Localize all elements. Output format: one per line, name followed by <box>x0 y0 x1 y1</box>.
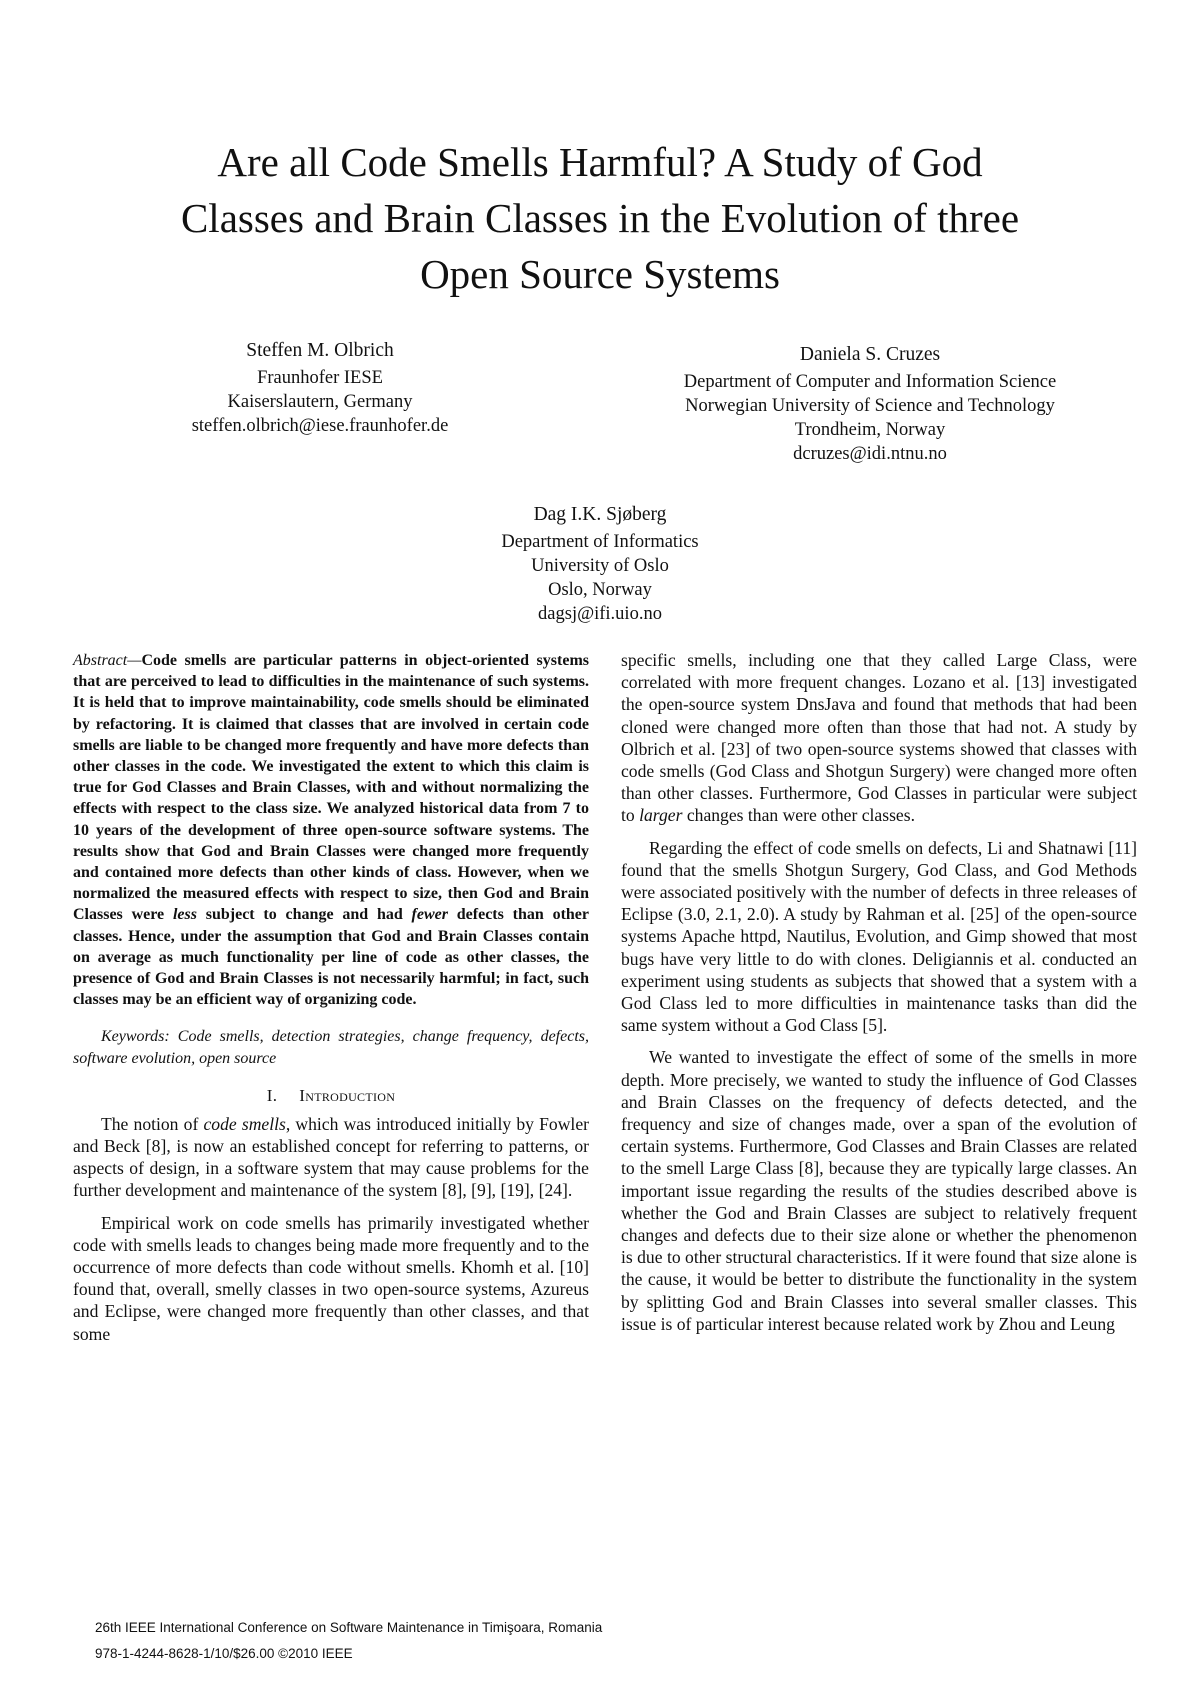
author-affiliation-line: Kaiserslautern, Germany <box>227 392 413 412</box>
abstract-text: defects than other classes. Hence, under the assumption that God and Brain Classes contain on average as much functionality per line of code as other classes, the presence of God and Brain Classes is not necessarily harmful; in fact, such classes may be an efficient way of organizing code. <box>73 906 589 1009</box>
title-line-3: Open Source Systems <box>420 251 780 297</box>
page-footer <box>95 1615 602 1667</box>
abstract-text: Code smells are particular patterns in object-oriented systems that are perceived to lead to difficulties in the maintenance of such systems. It is held that to improve maintainability, code smells should be eliminated by refactoring. It is claimed that classes that are involved in certain code smells are liable to be changed more frequently and have more defects than other classes in the code. We investigated the extent to which this claim is true for God Classes and Brain Classes, with and without normalizing the effects with respect to the class size. We analyzed historical data from 7 to 10 years of the development of three open-source software systems. The results show that God and Brain Classes were changed more frequently and contained more defects than other kinds of class. However, when we normalized the measured effects with respect to size, then God and Brain Classes were <box>73 652 589 924</box>
paragraph-emphasis: larger <box>639 805 683 826</box>
body-paragraph: We wanted to investigate the effect of some of the smells in more depth. More precisely, we wanted to study the influence of God Classes and Brain Classes on the frequency of defects detected, and the frequency and size of changes made, over a span of the evolution of certain systems. Furthermore, God Classes and Brain Classes are related to the smell Large Class [8], because they are typically large classes. An important issue regarding the results of the studies described above is whether the God and Brain Classes are subject to relatively frequent changes and defects due to their size alone or whether the phenomenon is due to other structural characteristics. If it were found that size alone is the cause, it would be better to distribute the functionality in the system by splitting God and Brain Classes into several smaller classes. This issue is of particular interest because related work by Zhou and Leung <box>621 1047 1137 1334</box>
author-affiliation-line: Fraunhofer IESE <box>257 368 383 388</box>
intro-paragraph: Empirical work on code smells has primarily investigated whether code with smells leads to changes being made more frequently and to the occurrence of more defects than code without smells. Khomh et al. [10] found that, overall, smelly classes in two open-source systems, Azureus and Eclipse, were changed more frequently than other classes, and that some <box>73 1212 589 1344</box>
author-affiliation-line: University of Oslo <box>531 556 669 576</box>
section-number: I. <box>266 1085 278 1105</box>
author-block-sjoberg <box>440 500 760 626</box>
paragraph-text: The notion of <box>101 1113 204 1134</box>
keywords-label: Keywords: <box>101 1028 170 1046</box>
left-column <box>73 650 589 1355</box>
title-line-1: Are all Code Smells Harmful? A Study of God <box>217 139 983 185</box>
author-block-cruzes <box>650 340 1090 466</box>
abstract-emphasis: less <box>172 906 197 924</box>
section-heading-introduction <box>73 1085 589 1107</box>
body-paragraph <box>621 649 1137 827</box>
author-affiliation-line: Oslo, Norway <box>548 580 652 600</box>
keywords <box>73 1026 589 1068</box>
author-affiliation-line: Department of Computer and Information Science <box>683 372 1057 392</box>
paragraph-text: specific smells, including one that they called Large Class, were correlated with more frequent changes. Lozano et al. [13] investigated the open-source system DnsJava and found that methods that had been cloned were changed more often than those that had not. A study by Olbrich et al. [23] of two open-source systems showed that classes with code smells (God Class and Shotgun Surgery) were changed more often than other classes. Furthermore, God Classes in particular were subject to <box>621 650 1137 826</box>
section-title-initial: I <box>299 1085 306 1105</box>
right-column <box>621 649 1137 1345</box>
conference-line: 26th IEEE International Conference on Software Maintenance in Timişoara, Romania <box>95 1620 603 1635</box>
author-email: steffen.olbrich@iese.fraunhofer.de <box>191 416 449 436</box>
abstract-text: subject to change and had <box>196 906 412 924</box>
paragraph-text: changes than were other classes. <box>682 805 915 826</box>
author-affiliation-line: Trondheim, Norway <box>794 420 946 440</box>
author-affiliation-line: Norwegian University of Science and Technology <box>685 396 1055 416</box>
title-line-2: Classes and Brain Classes in the Evolution of three <box>180 195 1020 241</box>
body-paragraph: Regarding the effect of code smells on defects, Li and Shatnawi [11] found that the smells Shotgun Surgery, God Class, and God Methods were associated positively with the number of defects in three releases of Eclipse (3.0, 2.1, 2.0). A study by Rahman et al. [25] of the open-source systems Apache httpd, Nautilus, Evolution, and Gimp showed that most bugs have very little to do with clones. Deligiannis et al. conducted an experiment using students as subjects that showed that a system with a God Class led to more difficulties in maintenance tasks than did the same system without a God Class [5]. <box>621 837 1137 1036</box>
author-email: dcruzes@idi.ntnu.no <box>793 444 947 464</box>
author-affiliation-line: Department of Informatics <box>501 532 699 552</box>
author-email: dagsj@ifi.uio.no <box>538 604 662 624</box>
paragraph-emphasis: code smells <box>203 1113 286 1134</box>
keywords-text: Code smells, detection strategies, change frequency, defects, software evolution, open source <box>73 1028 589 1067</box>
abstract <box>73 650 589 1010</box>
author-block-olbrich <box>150 336 490 438</box>
paragraph-text: , which was introduced initially by Fowler and Beck [8], is now an established concept for referring to patterns, or aspects of design, in a software system that may cause problems for the further development and maintenance of the system [8], [9], [19], [24]. <box>73 1113 589 1201</box>
abstract-emphasis: fewer <box>411 906 448 924</box>
author-name: Dag I.K. Sjøberg <box>533 504 667 525</box>
copyright-line: 978-1-4244-8628-1/10/$26.00 ©2010 IEEE <box>95 1646 353 1661</box>
author-name: Steffen M. Olbrich <box>246 340 394 361</box>
intro-paragraph <box>73 1113 589 1202</box>
paper-title <box>60 134 1140 302</box>
section-title-rest: ntroduction <box>305 1085 396 1105</box>
author-name: Daniela S. Cruzes <box>799 344 941 365</box>
abstract-label: Abstract— <box>73 652 142 669</box>
